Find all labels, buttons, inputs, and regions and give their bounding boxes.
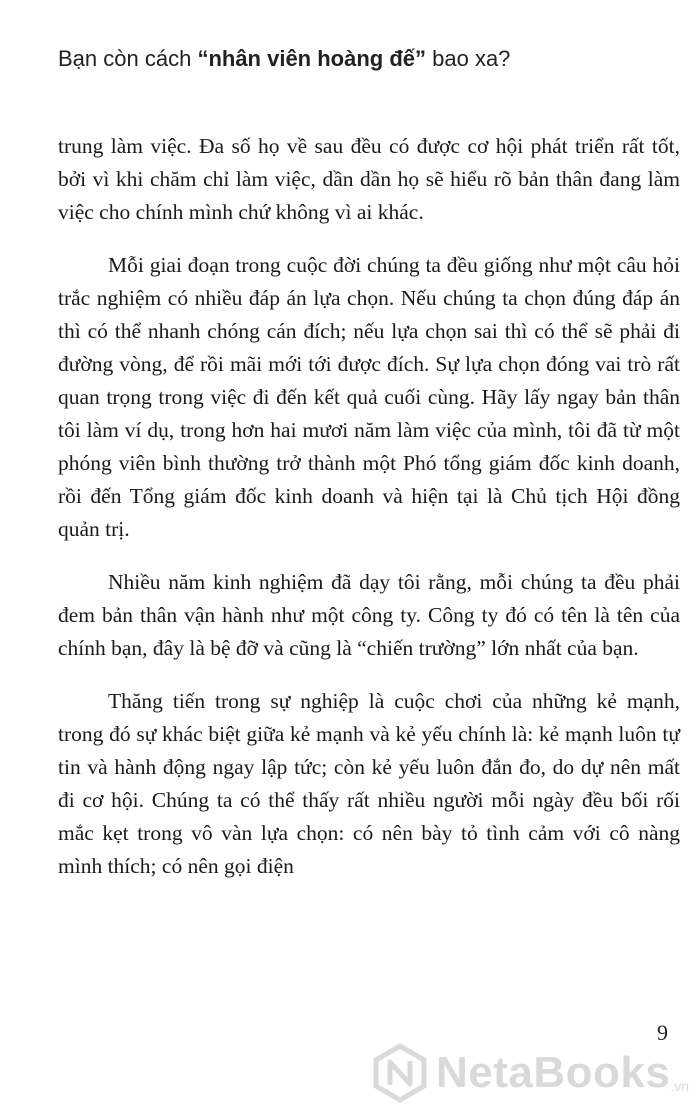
paragraph: Nhiều năm kinh nghiệm đã dạy tôi rằng, mỗi chúng ta đều phải đem bản thân vận hành như một công ty. Công ty đó có tên là tên của chính bạn, đây là bệ đỡ và cũng là “chiến trường” lớn nhất của bạn.: [58, 570, 680, 660]
header-highlight: “nhân viên hoàng đế”: [197, 46, 427, 71]
header-prefix: Bạn còn cách: [58, 46, 198, 71]
header-suffix: bao xa?: [426, 46, 511, 71]
netabooks-watermark: [370, 1038, 689, 1108]
body-text: [58, 130, 680, 903]
paragraph: Thăng tiến trong sự nghiệp là cuộc chơi của những kẻ mạnh, trong đó sự khác biệt giữa kẻ mạnh và kẻ yếu chính là: kẻ mạnh luôn tự tin và hành động ngay lập tức; còn kẻ yếu luôn đắn đo, do dự nên mất đi cơ hội. Chúng ta có thể thấy rất nhiều người mỗi ngày đều bối rối mắc kẹt trong vô vàn lựa chọn: có nên bày tỏ tình cảm với cô nàng mình thích; có nên gọi điện: [58, 689, 680, 878]
running-header: [58, 46, 510, 72]
watermark-brand: NetaBooks: [436, 1048, 671, 1097]
netabooks-logo-icon: [370, 1043, 430, 1103]
watermark-domain: .vn: [670, 1078, 690, 1094]
paragraph: Mỗi giai đoạn trong cuộc đời chúng ta đều giống như một câu hỏi trắc nghiệm có nhiều đáp án lựa chọn. Nếu chúng ta chọn đúng đáp án thì có thể nhanh chóng cán đích; nếu lựa chọn sai thì có thể sẽ phải đi đường vòng, để rồi mãi mới tới được đích. Sự lựa chọn đóng vai trò rất quan trọng trong việc đi đến kết quả cuối cùng. Hãy lấy ngay bản thân tôi làm ví dụ, trong hơn hai mươi năm làm việc của mình, tôi đã từ một phóng viên bình thường trở thành một Phó tổng giám đốc kinh doanh, rồi đến Tổng giám đốc kinh doanh và hiện tại là Chủ tịch Hội đồng quản trị.: [58, 253, 680, 541]
paragraph: trung làm việc. Đa số họ về sau đều có được cơ hội phát triển rất tốt, bởi vì khi chăm chỉ làm việc, dần dần họ sẽ hiểu rõ bản thân đang làm việc cho chính mình chứ không vì ai khác.: [58, 134, 680, 224]
page-number: 9: [657, 1020, 668, 1045]
